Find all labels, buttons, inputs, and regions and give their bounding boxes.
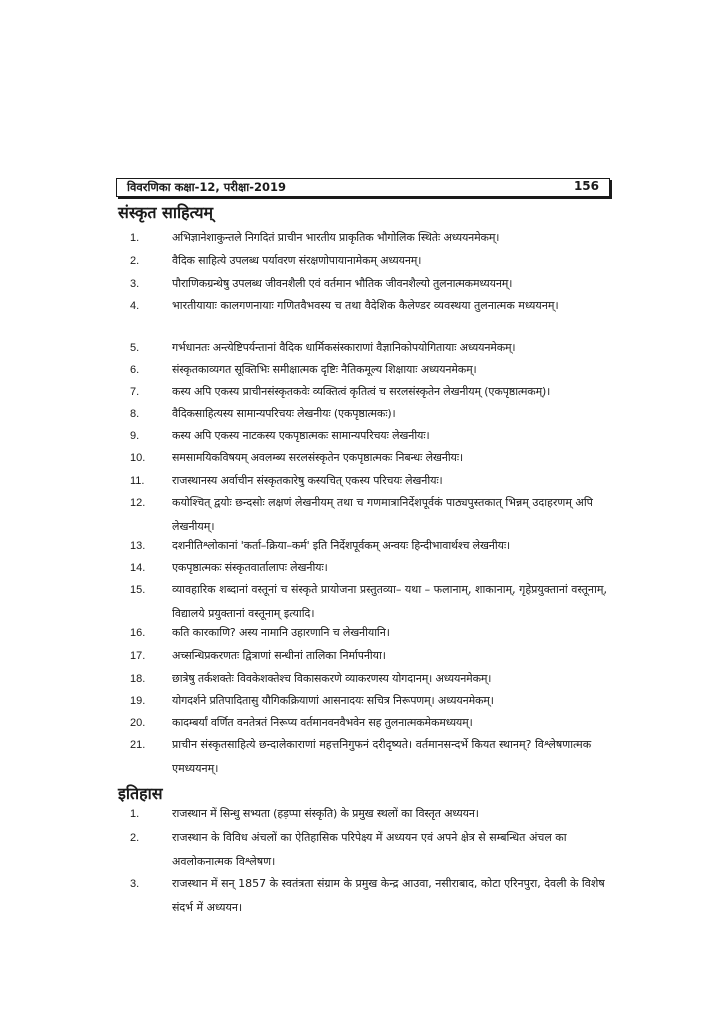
item-text: वैदिकसाहित्यस्य सामान्यपरिचयः लेखनीयः (एकपृष्ठात्मकः)। [172, 407, 396, 420]
item-number: 19. [130, 695, 146, 707]
section-heading-history: इतिहास [118, 784, 163, 803]
item-text: कस्य अपि एकस्य नाटकस्य एकपृष्ठात्मकः सामान्यपरिचयः लेखनीयः। [172, 429, 430, 442]
item-number: 15. [130, 584, 146, 596]
item-text: गर्भधानतः अन्त्येष्टिपर्यन्तानां वैदिक धार्मिकसंस्काराणां वैज्ञानिकोपयोगितायाः अध्ययनमेकम्। [172, 341, 516, 354]
item-text: राजस्थानस्य अर्वाचीन संस्कृतकारेषु कस्यचित् एकस्य परिचयः लेखनीयः। [172, 474, 443, 487]
item-number: 2. [130, 832, 140, 844]
item-number: 14. [130, 562, 146, 574]
item-number: 1. [130, 232, 140, 244]
item-number: 12. [130, 497, 146, 509]
item-text: भारतीयायाः कालगणनायाः गणितवैभवस्य च तथा वैदेशिक कैलेण्डर व्यवस्थया तुलनात्मक मध्ययनम्। [172, 299, 559, 312]
item-text: राजस्थान में सन् 1857 के स्वतंत्रता संग्राम के प्रमुख केन्द्र आउवा, नसीराबाद, कोटा एरिनपुरा, देवली के विशेष संदर्भ में अध्ययन। [172, 877, 605, 914]
item-number: 16. [130, 627, 146, 639]
item-text: अभिज्ञानेशाकुन्तले निगदितं प्राचीन भारतीय प्राकृतिक भौगोलिक स्थितेः अध्ययनमेकम्। [172, 231, 500, 244]
item-number: 13. [130, 540, 146, 552]
page-number: 156 [573, 179, 599, 193]
item-text: दशनीतिश्लोकानां 'कर्ता–क्रिया–कर्म' इति निर्देशपूर्वकम् अन्वयः हिन्दीभावार्थश्च लेखनीयः। [172, 539, 511, 552]
item-text: कस्य अपि एकस्य प्राचीनसंस्कृतकवेः व्यक्तित्वं कृतित्वं च सरलसंस्कृतेन लेखनीयम् (एकपृष्ठात्मकम्)। [172, 385, 551, 398]
item-number: 4. [130, 300, 140, 312]
item-number: 9. [130, 430, 140, 442]
item-text: कादम्बर्यां वर्णित वनतेत्रतं निरूप्य वर्तमानवनवैभवेन सह तुलनात्मकमेकमध्ययम्। [172, 716, 473, 729]
item-text: योगदर्शने प्रतिपादितासु यौगिकक्रियाणां आसनादयः सचित्र निरूपणम्। अध्ययनमेकम्। [172, 694, 494, 707]
item-number: 7. [130, 386, 140, 398]
section-heading-sanskrit: संस्कृत साहित्यम् [118, 203, 214, 222]
item-number: 17. [130, 650, 146, 662]
item-number: 8. [130, 408, 140, 420]
item-number: 2. [130, 255, 140, 267]
item-text: कति कारकाणि? अस्य नामानि उहारणानि च लेखनीयानि। [172, 626, 390, 639]
item-text: एकपृष्ठात्मकः संस्कृतवार्तालापः लेखनीयः। [172, 561, 328, 574]
item-text: समसामयिकविषयम् अवलम्ब्य सरलसंस्कृतेन एकपृष्ठात्मकः निबन्धः लेखनीयः। [172, 451, 464, 464]
page-header [116, 178, 610, 197]
item-number: 20. [130, 717, 146, 729]
item-text: पौराणिकग्रन्थेषु उपलब्ध जीवनशैली एवं वर्तमान भौतिक जीवनशैल्यो तुलनात्मकमध्ययनम्। [172, 277, 513, 290]
item-number: 6. [130, 364, 140, 376]
item-number: 10. [130, 452, 146, 464]
item-number: 1. [130, 808, 140, 820]
item-number: 11. [130, 475, 145, 487]
item-number: 5. [130, 342, 140, 354]
item-text: व्यावहारिक शब्दानां वस्तूनां च संस्कृते प्रायोजना प्रस्तुतव्या– यथा – फलानाम्, शाकानाम्, गृहेप्रयुक्तानां वस्तूनाम्, विद्यालये प्रयुक्तानां वस्तूनाम् इत्यादि। [172, 583, 607, 620]
item-text: अच्सन्धिप्रकरणतः द्वित्राणां सन्धीनां तालिका निर्मापनीया। [172, 649, 386, 662]
item-text: प्राचीन संस्कृतसाहित्ये छन्दालेकाराणां महत्तनिगुफनं दरीदृष्यते। वर्तमानसन्दर्भे कियत स्थानम्? विश्लेषणात्मक एमध्ययनम्। [172, 738, 592, 775]
item-text: राजस्थान के विविध अंचलों का ऐतिहासिक परिपेक्ष्य में अध्ययन एवं अपने क्षेत्र से सम्बन्धित अंचल का अवलोकनात्मक विश्लेषण। [172, 831, 567, 868]
item-text: वैदिक साहित्ये उपलब्ध पर्यावरण संरक्षणोपायानामेकम् अध्ययनम्। [172, 254, 422, 267]
item-number: 21. [130, 739, 146, 751]
item-number: 3. [130, 278, 140, 290]
item-number: 18. [130, 673, 146, 685]
item-text: संस्कृतकाव्यगत सूक्तिभिः समीक्षात्मक दृष्टिः नैतिकमूल्य शिक्षायाः अध्ययनमेकम्। [172, 363, 477, 376]
item-text: छात्रेषु तर्कशक्तेः विवकेशक्तेश्च विकासकरणे व्याकरणस्य योगदानम्। अध्ययनमेकम्। [172, 672, 492, 685]
header-title: विवरणिका कक्षा-12, परीक्षा-2019 [127, 180, 286, 194]
item-number: 3. [130, 878, 140, 890]
item-text: राजस्थान में सिन्धु सभ्यता (हड़प्पा संस्कृति) के प्रमुख स्थलों का विस्तृत अध्ययन। [172, 807, 479, 820]
item-text: कयोश्चित् द्वयोः छन्दसोः लक्षणं लेखनीयम् तथा च गणमात्रानिर्देशपूर्वकं पाठ्यपुस्तकात् भिन्नम् उदाहरणम् अपि लेखनीयम्। [172, 496, 593, 533]
